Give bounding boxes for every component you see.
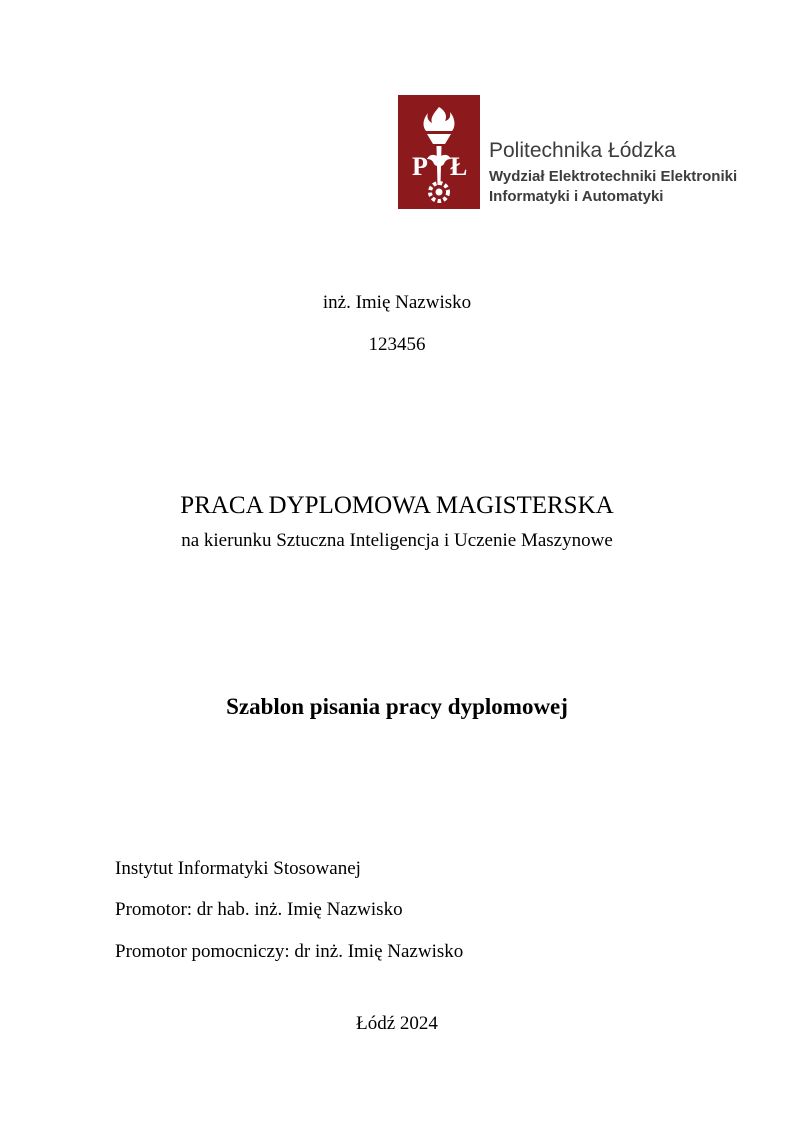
institute-name: Instytut Informatyki Stosowanej — [115, 858, 361, 879]
supervisor-line: Promotor: dr hab. inż. Imię Nazwisko — [115, 899, 403, 920]
faculty-name-line1: Wydział Elektrotechniki Elektroniki — [489, 168, 738, 186]
logo-letter-left: P — [412, 152, 428, 181]
university-logo — [398, 95, 480, 209]
album-number: 123456 — [368, 334, 426, 355]
university-header — [398, 95, 737, 209]
university-name: Politechnika Łódzka — [489, 139, 676, 163]
thesis-title: Szablon pisania pracy dyplomowej — [226, 694, 568, 719]
thesis-type: PRACA DYPLOMOWA MAGISTERSKA — [180, 492, 614, 519]
field-of-study: na kierunku Sztuczna Inteligencja i Uczenie Maszynowe — [181, 530, 613, 551]
faculty-name-line2: Informatyki i Automatyki — [489, 188, 664, 206]
university-header-text — [489, 95, 737, 209]
author-name: inż. Imię Nazwisko — [322, 292, 472, 313]
logo-letter-right: Ł — [450, 152, 468, 181]
politechnika-lodzka-emblem-icon — [398, 95, 480, 209]
place-and-year: Łódź 2024 — [356, 1013, 438, 1034]
auxiliary-supervisor-line: Promotor pomocniczy: dr inż. Imię Nazwisko — [115, 941, 464, 962]
